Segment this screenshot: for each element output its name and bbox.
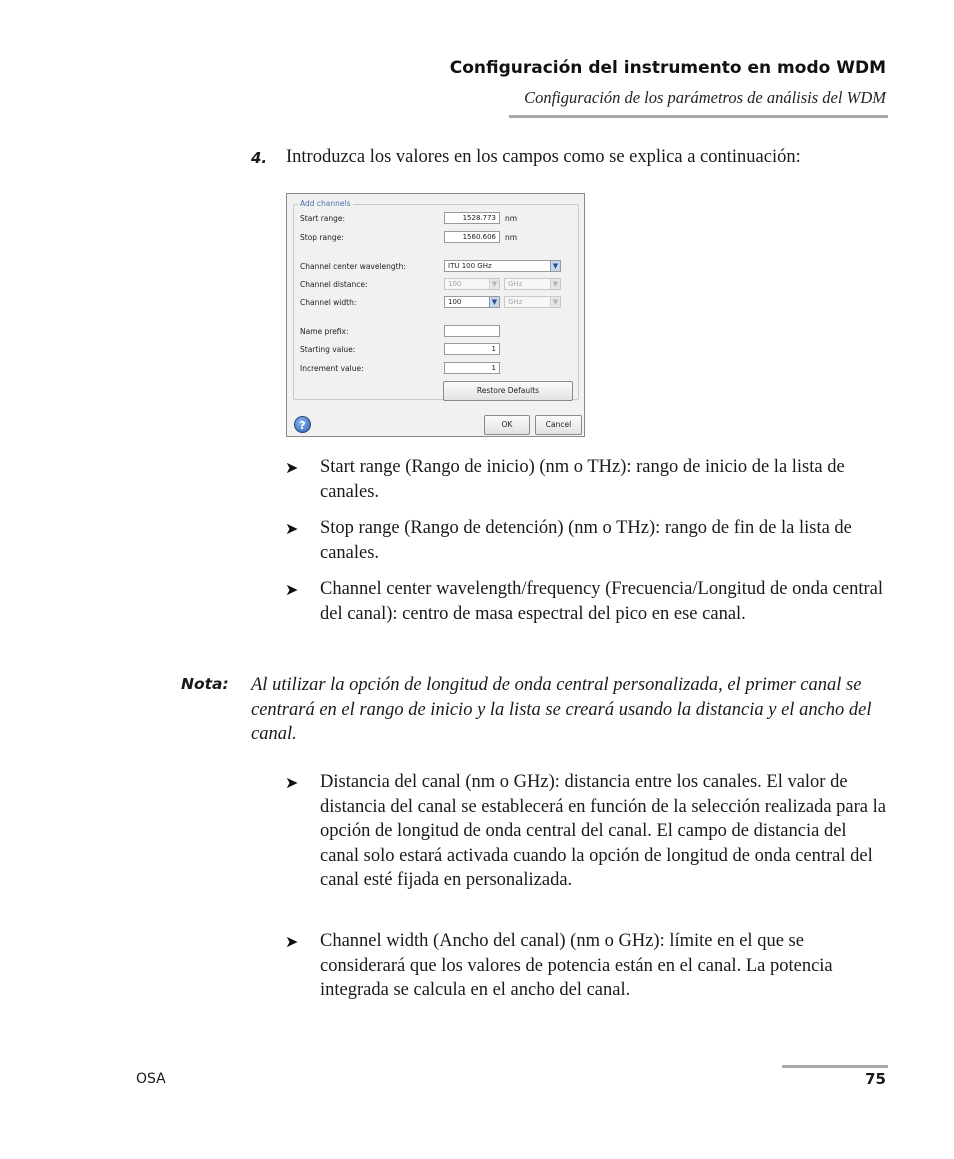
bullet-stop-range: Stop range (Rango de detención) (nm o THz): rango de fin de la lista de canales. (320, 518, 852, 563)
channel-distance-select[interactable] (444, 278, 500, 290)
footer-divider (782, 1065, 888, 1068)
bullet-arrow-icon: ➤ (285, 519, 299, 538)
name-prefix-label: Name prefix: (300, 327, 349, 336)
chevron-down-icon[interactable]: ▼ (489, 297, 499, 307)
starting-value-label: Starting value: (300, 345, 356, 354)
running-header-title: Configuración del instrumento en modo WDM (449, 58, 886, 78)
bullet-arrow-icon: ➤ (285, 773, 299, 792)
channel-width-value: 100 (448, 298, 462, 306)
cancel-button[interactable]: Cancel (535, 415, 582, 435)
center-wavelength-value: ITU 100 GHz (448, 262, 492, 270)
starting-value-input[interactable]: 1 (444, 343, 500, 355)
stop-range-label: Stop range: (300, 233, 344, 242)
group-title: Add channels (300, 199, 351, 208)
start-range-input[interactable]: 1528.773 (444, 212, 500, 224)
name-prefix-input[interactable] (444, 325, 500, 337)
channel-width-unit: GHz (508, 298, 523, 306)
bullet-channel-width: Channel width (Ancho del canal) (nm o GHz): límite en el que se considerará que los valores de potencia están en el canal. La potencia integrada se calcula en el ancho del canal. (320, 931, 833, 1001)
channel-distance-label: Channel distance: (300, 280, 368, 289)
center-wavelength-label: Channel center wavelength: (300, 262, 406, 271)
bullet-arrow-icon: ➤ (285, 580, 299, 599)
channel-width-label: Channel width: (300, 298, 357, 307)
channel-width-select[interactable] (444, 296, 500, 308)
note-text: Al utilizar la opción de longitud de onda central personalizada, el primer canal se centrará en el rango de inicio y la lista se creará usando la distancia y el ancho del canal. (251, 675, 872, 745)
help-icon[interactable]: ? (294, 416, 311, 433)
step-number: 4. (251, 149, 268, 167)
note-label: Nota: (181, 675, 229, 693)
bullet-center-wavelength: Channel center wavelength/frequency (Frecuencia/Longitud de onda central del canal): centro de masa espectral del pico en ese canal. (320, 579, 883, 624)
ok-button[interactable]: OK (484, 415, 530, 435)
add-channels-dialog (286, 193, 585, 437)
page-number: 75 (865, 1070, 886, 1088)
stop-range-unit: nm (505, 233, 518, 242)
channel-distance-value: 100 (448, 280, 462, 288)
channel-distance-unit: GHz (508, 280, 523, 288)
bullet-channel-distance: Distancia del canal (nm o GHz): distancia entre los canales. El valor de distancia del canal se establecerá en función de la selección realizada para la opción de longitud de onda central del canal. El campo de distancia del canal solo estará activada cuando la opción de longitud de onda central del canal esté fijada en personalizada. (320, 772, 886, 891)
restore-defaults-button[interactable]: Restore Defaults (443, 381, 573, 401)
bullet-arrow-icon: ➤ (285, 932, 299, 951)
center-wavelength-select[interactable] (444, 260, 561, 272)
chevron-down-icon[interactable]: ▼ (489, 279, 499, 289)
header-divider (509, 115, 888, 118)
increment-value-input[interactable]: 1 (444, 362, 500, 374)
footer-product: OSA (136, 1071, 166, 1087)
channel-distance-unit-select[interactable] (504, 278, 561, 290)
bullet-arrow-icon: ➤ (285, 458, 299, 477)
running-header-subtitle: Configuración de los parámetros de análisis del WDM (524, 88, 886, 107)
stop-range-input[interactable]: 1560.606 (444, 231, 500, 243)
channel-width-unit-select[interactable] (504, 296, 561, 308)
chevron-down-icon[interactable]: ▼ (550, 261, 560, 271)
start-range-unit: nm (505, 214, 518, 223)
step-text: Introduzca los valores en los campos como se explica a continuación: (286, 147, 801, 167)
chevron-down-icon[interactable]: ▼ (550, 297, 560, 307)
increment-value-label: Increment value: (300, 364, 364, 373)
bullet-start-range: Start range (Rango de inicio) (nm o THz): rango de inicio de la lista de canales. (320, 457, 845, 502)
chevron-down-icon[interactable]: ▼ (550, 279, 560, 289)
start-range-label: Start range: (300, 214, 346, 223)
